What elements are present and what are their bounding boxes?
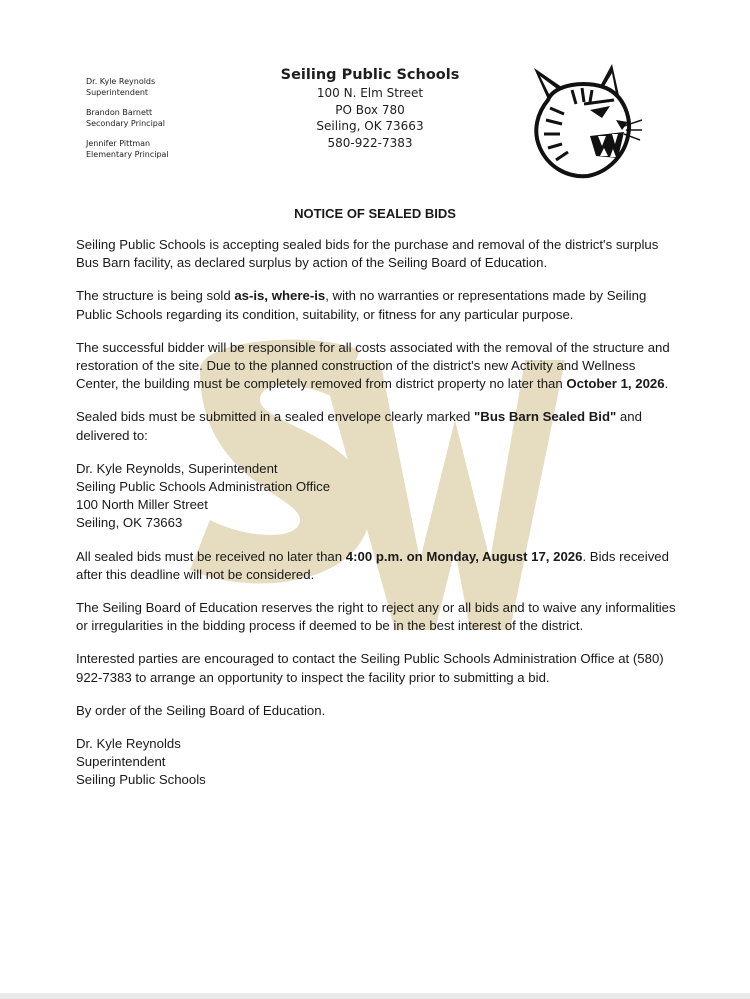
text-segment: Sealed bids must be submitted in a sealed envelope clearly marked [76,409,475,425]
notice-title: NOTICE OF SEALED BIDS [294,206,456,221]
address-line: Seiling, OK 73663 [76,515,183,531]
staff-entry-elementary-principal [86,138,169,160]
staff-list [86,76,169,169]
district-po-box: PO Box 780 [335,102,405,117]
district-street: 100 N. Elm Street [316,86,424,100]
paragraph-submission [76,408,676,444]
signature-organization: Seiling Public Schools [76,772,206,788]
text-segment: , with no warranties or representations made by Seiling Public Schools regarding its condition, suitability, or fitness for any particular purpose. [76,288,647,322]
address-line: 100 North Miller Street [76,497,208,513]
staff-title: Elementary Principal [86,150,169,159]
paragraph-inspection: Interested parties are encouraged to contact the Seiling Public Schools Administration Office at (580) 922-7383 to arrange an opportunity to inspect the facility prior to submitting a bid. [76,651,664,685]
paragraph-intro: Seiling Public Schools is accepting sealed bids for the purchase and removal of the district's surplus Bus Barn facility, as declared surplus by action of the Seiling Board of Education. [76,237,659,271]
district-info [258,65,482,151]
paragraph-reserve-rights: The Seiling Board of Education reserves the right to reject any or all bids and to waive any informalities or irregularities in the bidding process if deemed to be in the best interest of the district. [76,600,676,634]
bold-envelope-label: "Bus Barn Sealed Bid" [474,409,617,425]
text-segment: The successful bidder will be responsible for all costs associated with the removal of the structure and restoration of the site. Due to the planned construction of the district's new Activity and Wellness Center, the building must be completely removed from district property no later than [76,339,670,392]
text-segment: All sealed bids must be received no later than [76,548,346,564]
bold-as-is: as-is, where-is [234,288,326,304]
text-segment: . [664,376,669,392]
staff-title: Secondary Principal [86,119,165,128]
paragraph-removal [76,339,676,394]
paragraph-by-order: By order of the Seiling Board of Education. [76,702,326,718]
text-segment: and delivered to: [76,409,642,443]
text-segment: . Bids received after this deadline will not be considered. [76,548,669,582]
address-line: Seiling Public Schools Administration Office [76,479,331,495]
text-segment: The structure is being sold [76,288,235,304]
staff-entry-superintendent [86,76,169,98]
staff-name: Dr. Kyle Reynolds [86,77,156,86]
wildcat-mascot-icon [520,60,644,184]
district-city-state-zip: Seiling, OK 73663 [316,119,424,133]
signature-block [76,735,676,790]
staff-name: Brandon Barnett [86,108,153,117]
bold-bid-deadline: 4:00 p.m. on Monday, August 17, 2026 [345,548,583,564]
notice-body [76,236,676,805]
paragraph-deadline [76,548,676,584]
staff-name: Jennifer Pittman [86,139,151,148]
district-phone: 580-922-7383 [327,135,413,150]
staff-title: Superintendent [86,88,149,97]
delivery-address [76,460,676,533]
district-name: Seiling Public Schools [280,67,460,83]
paragraph-as-is [76,287,676,323]
bold-removal-deadline: October 1, 2026 [566,376,665,392]
page-bottom-edge [0,993,750,999]
signature-title: Superintendent [76,754,166,770]
address-line: Dr. Kyle Reynolds, Superintendent [76,460,278,476]
signature-name: Dr. Kyle Reynolds [76,736,181,752]
staff-entry-secondary-principal [86,107,169,129]
